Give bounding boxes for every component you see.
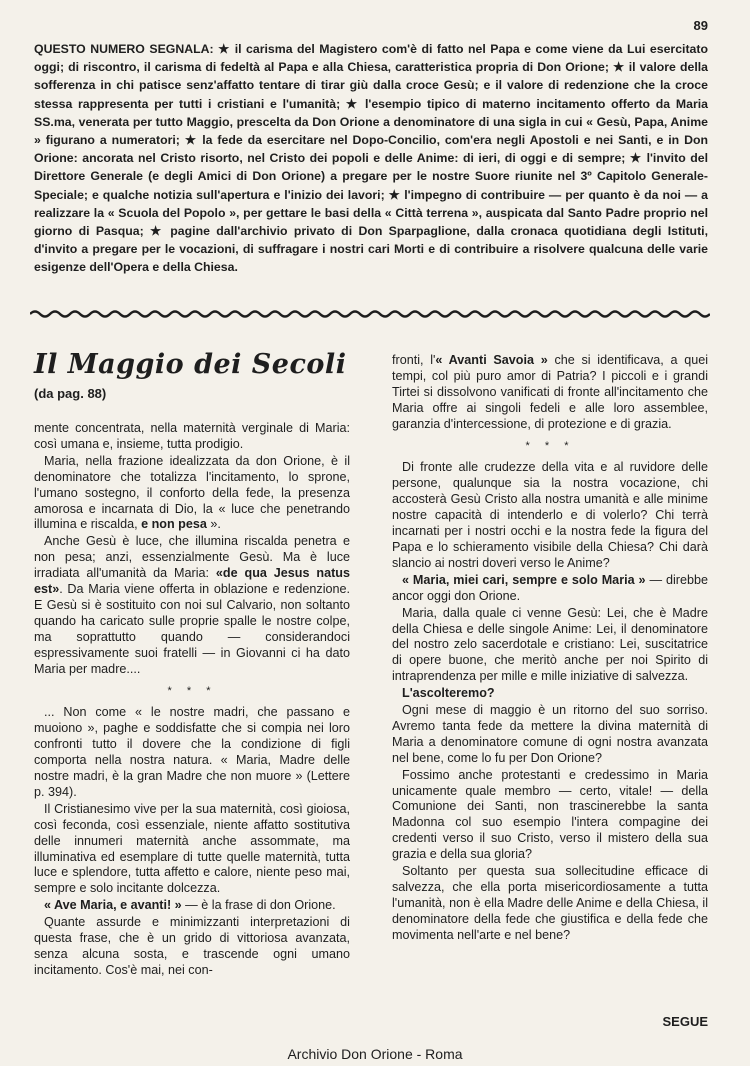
paragraph: Anche Gesù è luce, che illumina riscalda penetra e non pesa; anzi, essenzialmente Gesù. Ma è luce irradiata all'umanità da Maria: «de qua Jesus natus est». Da Maria viene offerta in oblazione e redenzione. E Gesù si è sostituito con noi sul Calvario, non soltanto quando ha caricato sulle proprie spalle le nostre colpe, ma soprattutto quando — considerandoci espressivamente suoi fratelli — in Giovanni ci ha dato Maria per madre.... — [34, 534, 350, 676]
paragraph: Di fronte alle crudezze della vita e al ruvidore delle persone, qualunque sia la nostra vocazione, chi accosterà Gesù Cristo alla nostra umanità e alle minime nostre capacità di intenderlo e di volerlo? Chi terrà incarnati per i nostri occhi e la nostra fede la figura del Papa e lo schieramento visibile della Chiesa? Chi darà slancio ai nostri doveri verso le Anime? — [392, 460, 708, 570]
page-number: 89 — [693, 18, 708, 33]
article-subtitle: (da pag. 88) — [34, 386, 107, 401]
paragraph: Fossimo anche protestanti e credessimo in Maria unicamente quale membro — certo, vitale! — della Comunione dei Santi, non trascinerebbe la santa Madonna col suo esempio l'intera compagine dei credenti verso il suo Cristo, verso il mistero della sua grazia e della sua gloria? — [392, 767, 708, 862]
paragraph: Quante assurde e minimizzanti interpretazioni di questa frase, che è un grido di vittoriosa avanzata, senza alcuna sosta, e trascende ogni umano incitamento. Cos'è mai, nei con- — [34, 915, 350, 977]
paragraph: « Ave Maria, e avanti! » — è la frase di don Orione. — [44, 898, 336, 913]
paragraph: Soltanto per questa sua sollecitudine efficace di salvezza, che ella porta misericordiosamente a tutta l'umanità, non è ella Madre delle Anime e della Chiesa, il denominatore della fede che giustifica e della fede che movimenta nell'arte e nel bene? — [392, 864, 708, 942]
archive-footer: Archivio Don Orione - Roma — [287, 1046, 463, 1062]
paragraph: « Maria, miei cari, sempre e solo Maria » — direbbe ancor oggi don Orione. — [392, 572, 708, 603]
paragraph: mente concentrata, nella maternità verginale di Maria: così umana e, insieme, tutta prodigio. — [34, 421, 350, 451]
paragraph: Il Cristianesimo vive per la sua maternità, così gioiosa, così feconda, così essenziale, niente affatto sostitutiva delle innumeri maternità anche assommate, ma illuminativa ed esemplare di tutte quelle maternità, tutta luce e splendore, tutta affetto e calore, niente peso mai, sempre e solo incitante dolcezza. — [34, 801, 350, 896]
paragraph: L'ascolteremo? — [402, 686, 495, 701]
section-separator: * * * — [167, 684, 217, 697]
article-column-right — [392, 353, 708, 945]
paragraph: Ogni mese di maggio è un ritorno del suo sorriso. Avremo tanta fede da mettere la divina maternità di Maria a denominatore comune di ogni nostra avanzata nel bene, come lo fu per Don Orione? — [392, 703, 708, 765]
article-title: Il Maggio dei Secoli — [34, 349, 347, 380]
paragraph: Maria, nella frazione idealizzata da don Orione, è il denominatore che totalizza l'incitamento, lo sprone, l'umano sostegno, il conforto della fede, la presenza amorosa e incarnata di Dio, la « luce che penetrando illumina e riscalda, e non pesa ». — [34, 453, 350, 532]
paragraph: fronti, l'« Avanti Savoia » che si identificava, a quei tempi, col più puro amor di Patria? I piccoli e i grandi Tirtei si dissolvono vanificati di fronte all'incitamento che Maria offre ai singoli fedeli e alle loro assemblee, garanzia d'intercessione, di protezione e di grazia. — [392, 353, 709, 431]
article-column-left — [34, 421, 350, 980]
continued-label: SEGUE — [662, 1014, 708, 1029]
paragraph: Maria, dalla quale ci venne Gesù: Lei, che è Madre della Chiesa e delle singole Anime: Lei, il denominatore del nostro zelo sacerdotale e cristiano: Lei, suscitatrice di opere buone, che meritò anche per noi Spirito di intraprendenza per mille e mille iniziative di salvezza. — [392, 605, 708, 684]
issue-summary: QUESTO NUMERO SEGNALA: ★ il carisma del Magistero com'è di fatto nel Papa e come viene da Lui esercitato oggi; di riscontro, il carisma di fedeltà al Papa e alla Chiesa, caratteristica propria di Don Orione; ★ il valore della sofferenza in chi patisce senz'affatto tentare di tirar giù dalla croce Gesù; e il valore di redenzione che la croce stessa rappresenta per tutti i cristiani e l'umanità; ★ l'esempio tipico di materno incitamento offerto da Maria SS.ma, venerata per tutto Maggio, prescelta da Don Orione a denominatore di una sigla in cui « Gesù, Papa, Anime » figurano a numeratori; ★ la fede da esercitare nel Dopo-Concilio, com'era negli Apostoli e nei Santi, e in Don Orione: ancorata nel Cristo risorto, nel Cristo dei popoli e delle Anime: di ieri, di oggi e di sempre; ★ l'invito del Direttore Generale (e degli Amici di Don Orione) a pregare per le nostre Suore riunite nel 3º Capitolo Generale-Speciale; e qualche notizia sull'apertura e l'inizio dei lavori; ★ l'impegno di contribuire — per quanto è da noi — a realizzare la « Scuola del Popolo », per gettare le basi della « Città terrena », auspicata dal Santo Padre proprio nel giorno di Pasqua; ★ pagine dall'archivio privato di Don Sparpaglione, dalla cronaca quotidiana degli Istituti, d'invito a pregare per le vocazioni, di suffragare i nostri cari Morti e di contribuire a risolvere qualcuna delle varie esigenze dell'Opera e della Chiesa. — [34, 42, 708, 275]
wavy-divider — [30, 308, 710, 320]
paragraph: ... Non come « le nostre madri, che passano e muoiono », paghe e soddisfatte che si compia nei loro confronti tutto il dovere che la condizione di figli comporta nella nostra natura. « Maria, Madre delle nostre madri, è la gran Madre che non muore » (Lettere p. 394). — [34, 705, 350, 799]
section-separator: * * * — [525, 439, 575, 452]
